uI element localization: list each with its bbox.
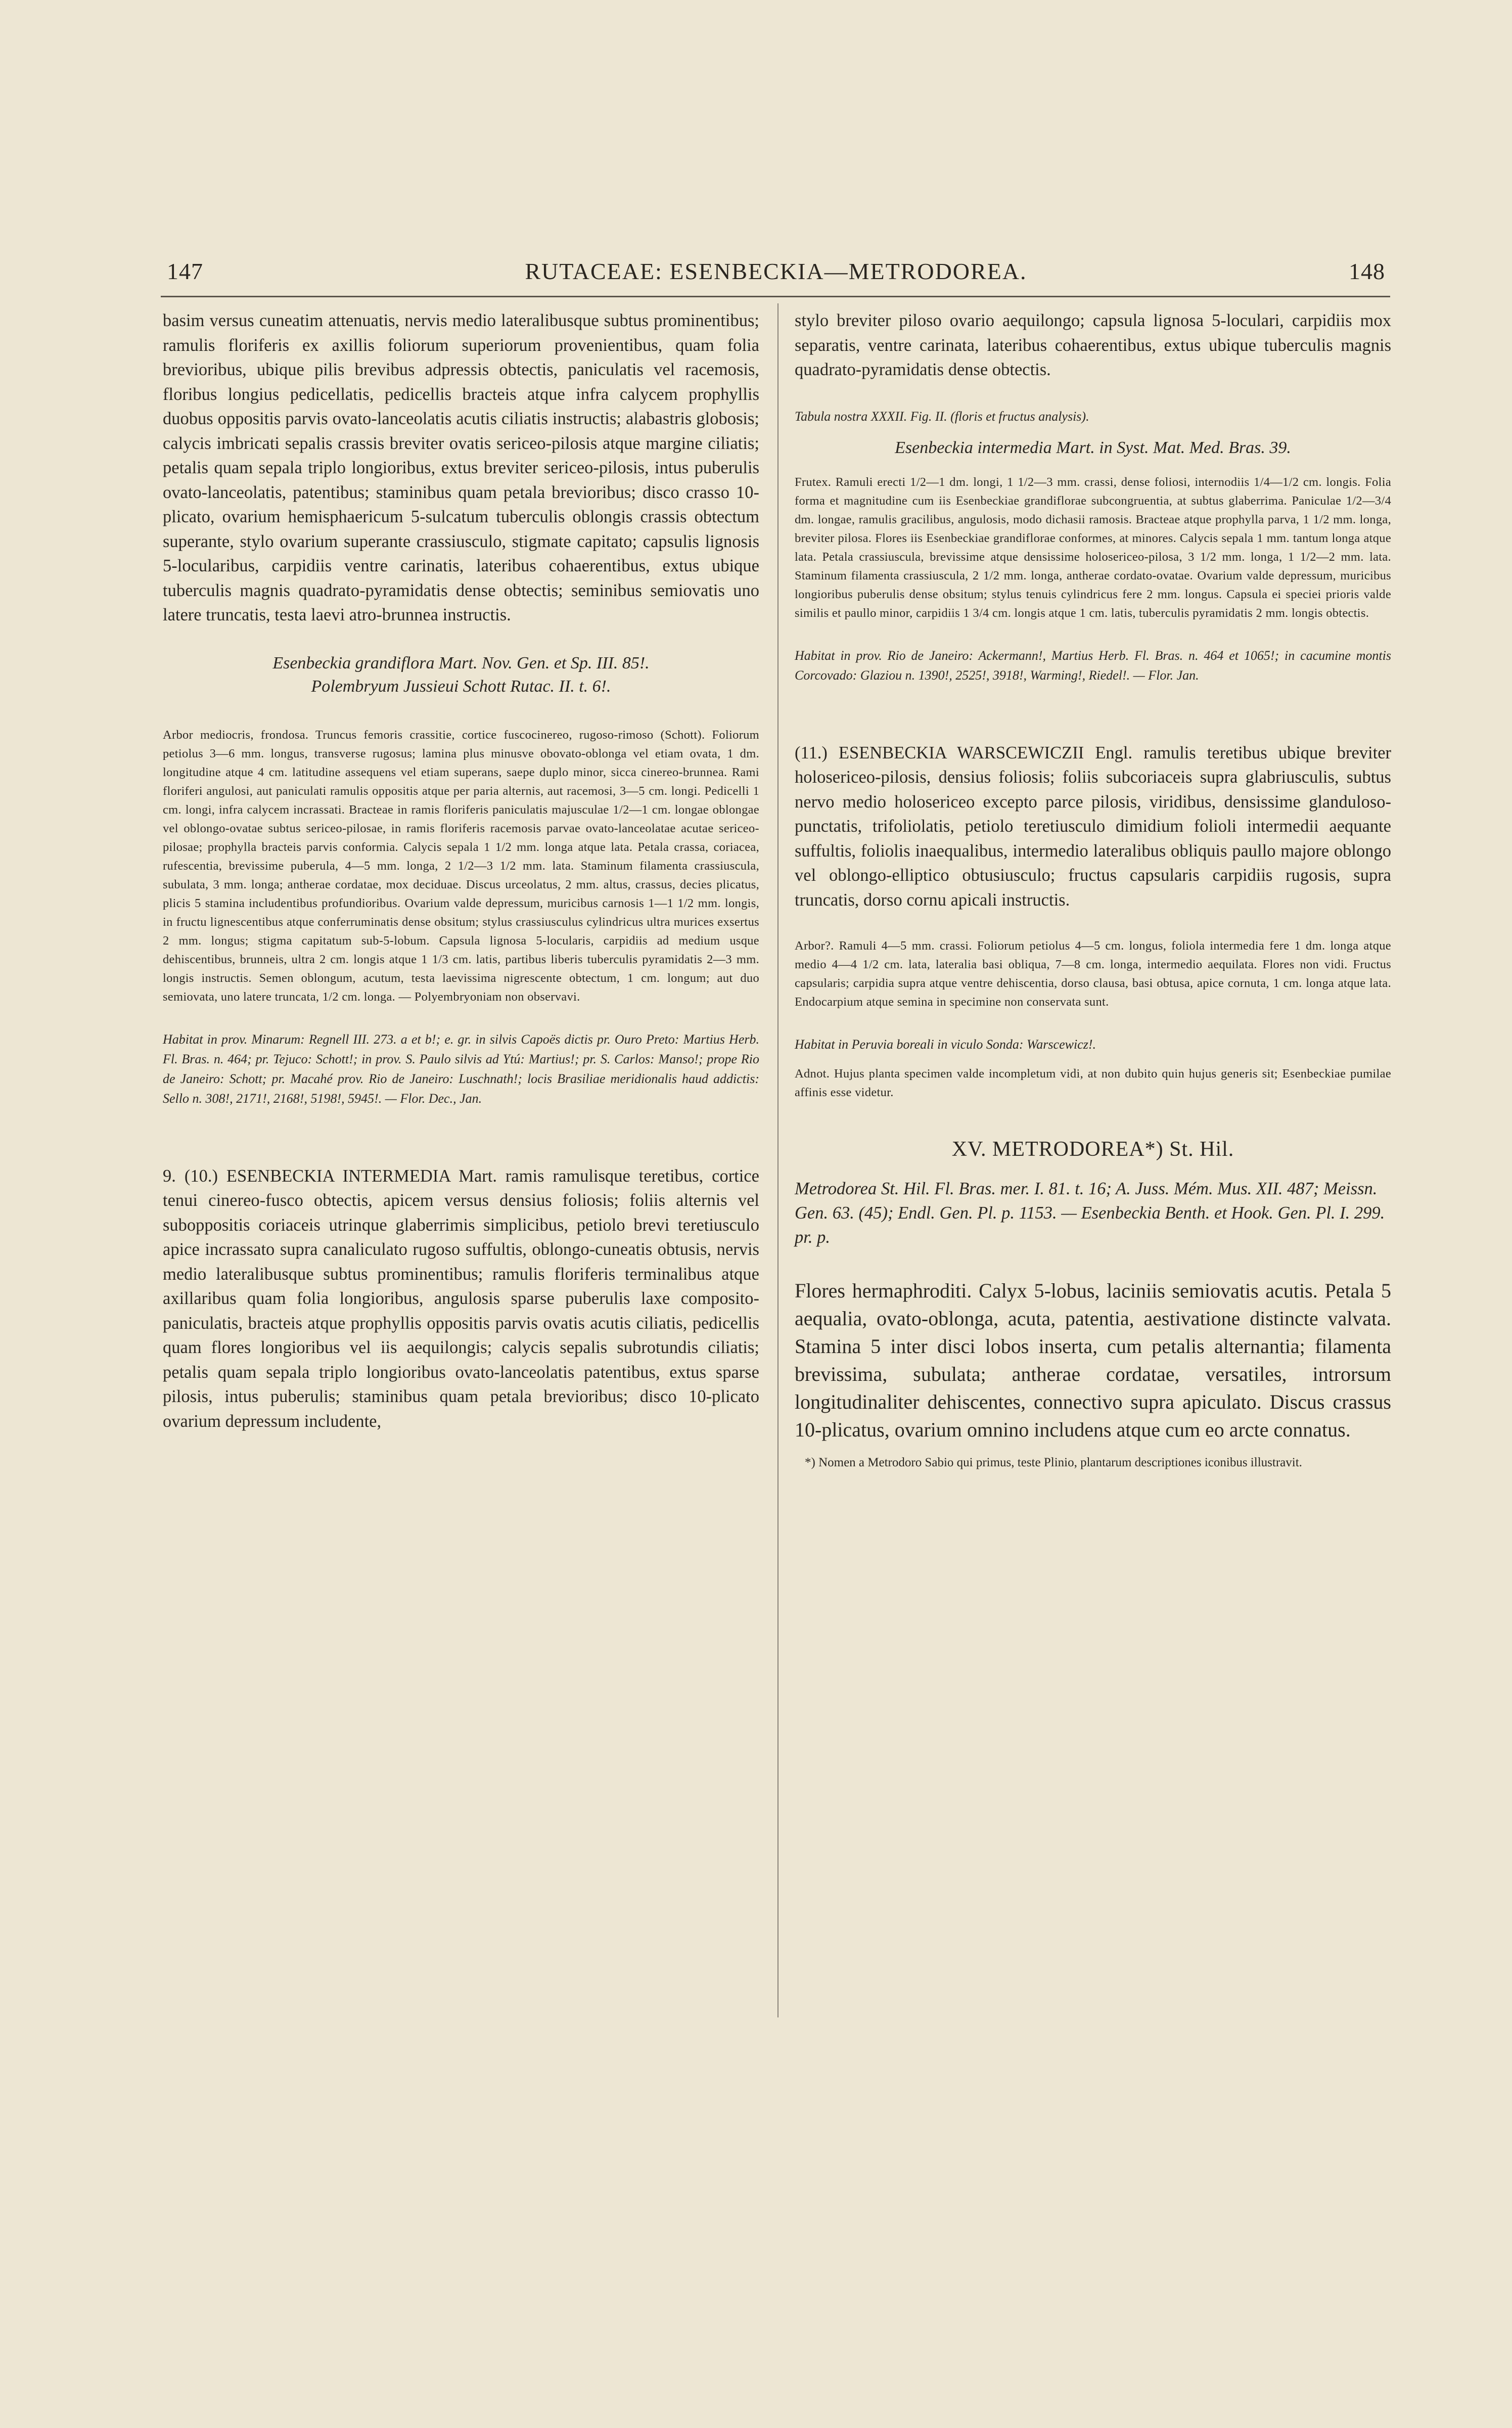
genus-synonymy: Metrodorea St. Hil. Fl. Bras. mer. I. 81. t. 16; A. Juss. Mém. Mus. XII. 487; Meissn. Gen. 63. (45); Endl. Gen. Pl. p. 1153. — Esenbeckia Benth. et Hook. Gen. Pl. I. 299. pr. p. [795, 1179, 1385, 1247]
species-description: Arbor mediocris, frondosa. Truncus femoris crassitie, cortice fuscocinereo, rugoso-rimoso (Schott). Foliorum petiolus 3—6 mm. longus, transverse rugosus; lamina plus minusve obovato-oblonga vel etiam ovata, 1 dm. longitudine atque 4 cm. latitudine assequens vel etiam superans, saepe duplo minor, sicca cinereo-brunnea. Rami floriferi angulosi, aut paniculati ramulis oppositis atque per paria alternis, aut racemosi, 3—5 cm. longi. Pedicelli 1 cm. longi, infra calycem incrassati. Bracteae in ramis floriferis paniculatis majusculae 1/2—1 cm. longae oblongae vel oblongo-ovatae subtus sericeo-pilosae, in ramis floriferis racemosis parvae ovato-lanceolatae acutae sericeo-pilosae; prophylla bracteis parvis conformia. Calycis sepala 1 1/2 mm. longa atque lata. Petala crassa, coriacea, rufescentia, brevissime puberula, 4—5 mm. longa, 2 1/2—3 1/2 mm. lata. Staminum filamenta crassiuscula, subulata, 3 mm. longa; antherae cordatae, mox deciduae. Discus urceolatus, 2 mm. altus, crassus, decies plicatus, plicis 5 stamina includentibus profundioribus. Ovarium valde depressum, muricibus carnosis 1—1 1/2 mm. longis, in fructu lignescentibus atque conferruminatis dense obsitum; stylus crassiusculus cylindricus ultra murices exsertus 2 mm. longus; stigma capitatum sub-5-lobum. Capsula lignosa 5-locularis, carpidiis ad medium usque dehiscentibus, brunneis, ultra 2 cm. longis atque 1 1/3 cm. latis, partibus liberis tuberculis pyramidatis 2—3 mm. longis instructis. Semen oblongum, acutum, testa laevissima nigrescente obtectum, 1 cm. longum; aut duo semiovata, uno latere truncata, 1/2 cm. longa. — Polyembryoniam non observavi. [163, 728, 759, 1004]
species-entry-9 [163, 1164, 759, 1434]
species-entry-11 [795, 741, 1391, 913]
page-number-left: 147 [167, 258, 203, 284]
habitat-note: Habitat in prov. Rio de Janeiro: Ackermann!, Martius Herb. Fl. Bras. n. 464 et 1065!; in cacumine montis Corcovado: Glaziou n. 1390!, 2525!, 3918!, Warming!, Riedel!. — Flor. Jan. [795, 648, 1391, 683]
species-heading: (11.) ESENBECKIA WARSCEWICZII Engl. [795, 743, 1133, 762]
habitat-note: Habitat in Peruvia boreali in viculo Sonda: Warscewicz!. [795, 1037, 1096, 1052]
genus-description: Flores hermaphroditi. Calyx 5-lobus, laciniis semiovatis acutis. Petala 5 aequalia, ovato-oblonga, acuta, patentia, aestivatione distincte valvata. Stamina 5 inter disci lobos inserta, cum petalis alternantia; filamenta brevissima, subulata; antherae cordatae, versatiles, introrsum longitudinaliter dehiscentes, connectivo supra apiculato. Discus crassus 10-plicatus, ovarium omnino includens atque cum eo arcte connatus. [795, 1279, 1391, 1441]
synonym-line: Polembryum Jussieui Schott Rutac. II. t. 6!. [311, 677, 611, 696]
habitat-note: Habitat in prov. Minarum: Regnell III. 273. a et b!; e. gr. in silvis Capoës dictis pr. Ouro Preto: Martius Herb. Fl. Bras. n. 464; pr. Tejuco: Schott!; in prov. S. Paulo silvis ad Ytú: Martius!; pr. S. Carlos: Manso!; prope Rio de Janeiro: Schott; pr. Macahé prov. Rio de Janeiro: Luschnath!; locis Brasiliae meridionalis haud addictis: Sello n. 308!, 2171!, 2168!, 5198!, 5945!. — Flor. Dec., Jan. [163, 1031, 759, 1106]
species-heading: 9. (10.) ESENBECKIA INTERMEDIA Mart. [163, 1166, 497, 1186]
header-rule [161, 296, 1390, 297]
annotation-note: Adnot. Hujus planta specimen valde incompletum vidi, at non dubito quin hujus generis sit; Esenbeckiae pumilae affinis esse videtur. [795, 1067, 1391, 1099]
species-description: Frutex. Ramuli erecti 1/2—1 dm. longi, 1 1/2—3 mm. crassi, dense foliosi, internodiis 1/4—1/2 cm. longis. Folia forma et magnitudine cum iis Esenbeckiae grandiflorae subcongruentia, at subtus glaberrima. Paniculae 1/2—3/4 dm. longae, ramulis gracilibus, angulosis, modo dichasii ramosis. Bracteae atque prophylla parva, 1 1/2 mm. longa, breviter pilosa. Flores iis Esenbeckiae grandiflorae conformes, at minores. Calycis sepala 1 mm. tantum longa atque lata. Petala crassiuscula, brevissime atque densissime holosericeo-pilosa, 3 1/2 mm. longa, 1 1/2—2 mm. lata. Staminum filamenta crassiuscula, 2 1/2 mm. longa, antherae cordato-ovatae. Ovarium valde depressum, muricibus longioribus puberulis dense obsitum; stylus tenuis cylindricus fere 2 mm. longus. Capsula ei speciei prioris valde similis et paullo minor, carpidiis 1 3/4 cm. longis atque 1 cm. latis, tuberculis pyramidatis 2 mm. longis obtectis. [795, 475, 1391, 620]
species-diagnosis: ramis ramulisque teretibus, cortice tenui cinereo-fusco obtectis, apicem versus densius foliosis; foliis alternis vel suboppositis coriaceis utrinque glaberrimis simplicibus, petiolo brevi teretiusculo apice incrassato supra canaliculato rugoso suffultis, oblongo-cuneatis obtusis, nervis medio lateralibusque subtus prominentibus; ramulis floriferis terminalibus atque axillaribus quam folia longioribus, angulosis sparse puberulis laxe composito-paniculatis, bracteis atque prophyllis oppositis parvis ovatis acutis ciliatis, pedicellis quam flores longioribus vel iis aequilongis; calycis sepalis subrotundis ciliatis; petalis quam sepala triplo longioribus ovato-lanceolatis patentibus, extus sparse pilosis, intus puberulis; staminibus quam petala brevioribus; disco 10-plicato ovarium depressum includente, [163, 1166, 759, 1431]
diagnosis-continuation: stylo breviter piloso ovario aequilongo; capsula lignosa 5-loculari, carpidiis mox separatis, ventre carinata, lateribus cohaerentibus, extus ubique tuberculis magnis quadrato-pyramidatis dense obtectis. [795, 311, 1391, 379]
page-number-right: 148 [1349, 258, 1385, 284]
plate-reference: Tabula nostra XXXII. Fig. II. (floris et fructus analysis). [795, 409, 1089, 424]
right-column [795, 308, 1391, 1485]
synonym-line: Esenbeckia intermedia Mart. in Syst. Mat. Med. Bras. 39. [895, 438, 1291, 457]
running-header [167, 258, 1385, 293]
species-description: Arbor?. Ramuli 4—5 mm. crassi. Foliorum petiolus 4—5 cm. longus, foliola intermedia fere 1 dm. longa atque medio 4—4 1/2 cm. lata, lateralia basi obliqua, 7—8 cm. longa, intermedio aequilata. Flores non vidi. Fructus capsularis; carpidia supra atque ventre dehiscentia, dorso clausa, basi obtusa, apice cornuta, 1 cm. longa atque lata. Endocarpium atque semina in specimine non conservata sunt. [795, 939, 1391, 1009]
synonym-line: Esenbeckia grandiflora Mart. Nov. Gen. et Sp. III. 85!. [272, 653, 650, 672]
species-diagnosis: ramulis teretibus ubique breviter holosericeo-pilosis, densius foliosis; foliis subcoriaceis supra glabriusculis, subtus nervo medio holosericeo excepto parce pilosis, viridibus, densissime glanduloso-punctatis, trifoliolatis, petiolo teretiusculo dimidium folioli intermedii aequante suffultis, foliolis inaequalibus, intermedio lateralibus obliquis paullo majore oblongo vel oblongo-elliptico obtusiusculo; fructus capsularis carpidiis rugosis, supra truncatis, dorso cornu apicali instructis. [795, 743, 1392, 910]
running-title: RUTACEAE: ESENBECKIA—METRODOREA. [525, 258, 1027, 284]
left-column [163, 308, 759, 1445]
genus-heading: XV. METRODOREA*) St. Hil. [951, 1138, 1234, 1161]
footnote: *) Nomen a Metrodoro Sabio qui primus, teste Plinio, plantarum descriptiones iconibus illustravit. [805, 1456, 1302, 1469]
diagnosis-continuation: basim versus cuneatim attenuatis, nervis medio lateralibusque subtus prominentibus; ramulis floriferis ex axillis foliorum superiorum provenientibus, quam folia brevioribus, ubique pilis brevibus adpressis obtectis, paniculatis vel racemosis, floribus longius pedicellatis, pedicellis bracteis atque infra calycem prophyllis duobus oppositis parvis ovato-lanceolatis acutis ciliatis instructis; alabastris globosis; calycis imbricati sepalis crassis breviter ovatis sericeo-pilosis atque margine ciliatis; petalis quam sepala triplo longioribus, extus breviter sericeo-pilosis, intus puberulis ovato-lanceolatis, patentibus; staminibus quam petala brevioribus; disco crasso 10-plicato, ovarium hemisphaericum 5-sulcatum tuberculis oblongis crassis obtectum superante, stylo ovarium superante crassiusculo, stigmate capitato; capsulis lignosis 5-locularibus, carpidiis ventre carinatis, lateribus cohaerentibus, extus ubique tuberculis magnis quadrato-pyramidatis dense obtectis; seminibus semiovatis uno latere truncatis, testa laevi atro-brunnea instructis. [163, 311, 759, 624]
column-divider [777, 303, 778, 2017]
